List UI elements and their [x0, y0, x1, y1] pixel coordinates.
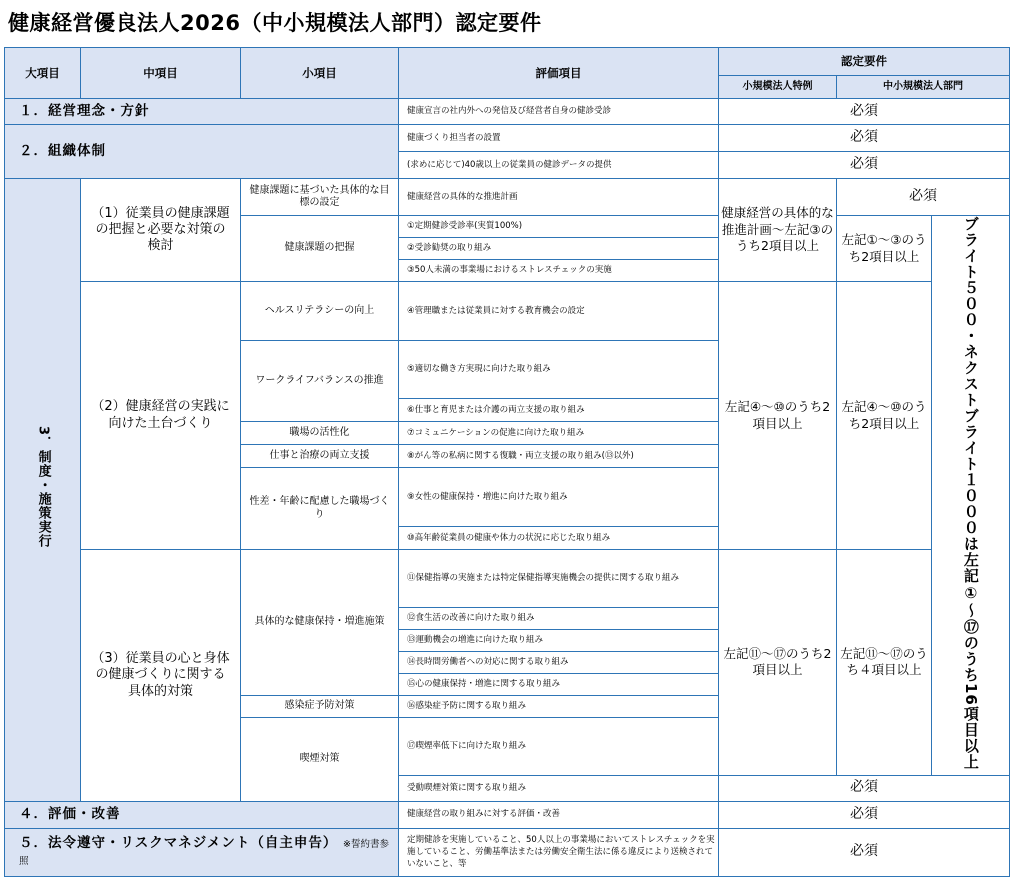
eval-2-7: ⑩高年齢従業員の健康や体力の状況に応じた取り組み — [399, 527, 719, 550]
section-2-eval-2: (求めに応じて)40歳以上の従業員の健診データの提供 — [399, 152, 719, 179]
eval-2-5: ⑧がん等の私病に関する復職・両立支援の取り組み(⑬以外) — [399, 445, 719, 468]
eval-2-6: ⑨女性の健康保持・増進に向けた取り組み — [399, 468, 719, 527]
middle-item-2: （2）健康経営の実践に向けた土台づくり — [81, 282, 241, 550]
section-5-note: ※誓約書参照 — [19, 839, 389, 868]
bright-500-cell — [932, 216, 1010, 776]
certification-requirements-table — [4, 47, 1010, 877]
small-special-cond-1: 健康経営の具体的な推進計画～左記③のうち2項目以上 — [719, 179, 837, 282]
minor-item-1-2: 健康課題の把握 — [241, 216, 399, 282]
eval-3-4: ⑭長時間労働者への対応に関する取り組み — [399, 651, 719, 673]
minor-item-1-1: 健康課題に基づいた具体的な目標の設定 — [241, 179, 399, 216]
eval-1-4: ③50人未満の事業場におけるストレスチェックの実施 — [399, 260, 719, 282]
section-4-eval: 健康経営の取り組みに対する評価・改善 — [399, 801, 719, 828]
header-middle: 中項目 — [81, 48, 241, 99]
minor-item-2-2: ワークライフバランスの推進 — [241, 340, 399, 422]
minor-item-2-4: 仕事と治療の両立支援 — [241, 445, 399, 468]
minor-item-3-2: 感染症予防対策 — [241, 695, 399, 717]
middle-item-3: （3）従業員の心と身体の健康づくりに関する具体的対策 — [81, 550, 241, 801]
section-2-eval-1: 健康づくり担当者の設置 — [399, 125, 719, 152]
section-5-label: ５．法令遵守・リスクマネジメント（自主申告） — [19, 835, 338, 852]
header-major: 大項目 — [5, 48, 81, 99]
eval-1-3: ②受診勧奨の取り組み — [399, 238, 719, 260]
sme-cond-2: 左記④～⑩のうち2項目以上 — [837, 282, 932, 550]
section-1-label: １．経営理念・方針 — [5, 99, 399, 125]
eval-3-2: ⑫食生活の改善に向けた取り組み — [399, 607, 719, 629]
minor-item-3-1: 具体的な健康保持・増進施策 — [241, 550, 399, 696]
section-5-label-cell — [5, 828, 399, 876]
eval-3-7: ⑰喫煙率低下に向けた取り組み — [399, 717, 719, 775]
eval-2-1: ④管理職または従業員に対する教育機会の設定 — [399, 282, 719, 341]
section-5-requirement: 必須 — [719, 828, 1010, 876]
section-4-requirement: 必須 — [719, 801, 1010, 828]
eval-2-3: ⑥仕事と育児または介護の両立支援の取り組み — [399, 399, 719, 422]
eval-3-1: ⑪保健指導の実施または特定保健指導実施機会の提供に関する取り組み — [399, 550, 719, 608]
header-sme-division: 中小規模法人部門 — [837, 76, 1010, 99]
small-special-cond-2: 左記④～⑩のうち2項目以上 — [719, 282, 837, 550]
eval-2-2: ⑤適切な働き方実現に向けた取り組み — [399, 340, 719, 399]
sme-cond-3: 左記⑪～⑰のうち４項目以上 — [837, 550, 932, 775]
section-3-label: 3．制度・施策実行 — [35, 426, 51, 549]
section-3-label-cell — [5, 179, 81, 802]
section-2-requirement-1: 必須 — [719, 125, 1010, 152]
section-1-eval: 健康宣言の社内外への発信及び経営者自身の健診受診 — [399, 99, 719, 125]
header-minor: 小項目 — [241, 48, 399, 99]
eval-3-6: ⑯感染症予防に関する取り組み — [399, 695, 719, 717]
minor-item-2-5: 性差・年齢に配慮した職場づくり — [241, 468, 399, 550]
section-5-eval: 定期健診を実施していること、50人以上の事業場においてストレスチェックを実施していること、労働基準法または労働安全衛生法に係る違反により送検されていないこと、等 — [399, 828, 719, 876]
page-title: 健康経営優良法人2026（中小規模法人部門）認定要件 — [8, 11, 542, 35]
eval-3-3: ⑬運動機会の増進に向けた取り組み — [399, 629, 719, 651]
eval-3-8: 受動喫煙対策に関する取り組み — [399, 775, 719, 801]
middle-item-1: （1）従業員の健康課題の把握と必要な対策の検討 — [81, 179, 241, 282]
header-small-special: 小規模法人特例 — [719, 76, 837, 99]
bright-500-text: ブライト５００・ネクストブライト１０００は左記①～⑰のうち16項目以上 — [961, 216, 980, 770]
section-2-label: ２．組織体制 — [5, 125, 399, 179]
eval-3-5: ⑮心の健康保持・増進に関する取り組み — [399, 673, 719, 695]
m3-requirement-bottom: 必須 — [719, 775, 1010, 801]
sme-cond-1: 左記①～③のうち2項目以上 — [837, 216, 932, 282]
m1-requirement-top: 必須 — [837, 179, 1010, 216]
header-evaluation: 評価項目 — [399, 48, 719, 99]
minor-item-3-3: 喫煙対策 — [241, 717, 399, 801]
eval-1-2: ①定期健診受診率(実質100%) — [399, 216, 719, 238]
minor-item-2-1: ヘルスリテラシーの向上 — [241, 282, 399, 341]
section-2-requirement-2: 必須 — [719, 152, 1010, 179]
eval-1-1: 健康経営の具体的な推進計画 — [399, 179, 719, 216]
eval-2-4: ⑦コミュニケーションの促進に向けた取り組み — [399, 422, 719, 445]
minor-item-2-3: 職場の活性化 — [241, 422, 399, 445]
header-requirements: 認定要件 — [719, 48, 1010, 76]
section-4-label: ４．評価・改善 — [5, 801, 399, 828]
small-special-cond-3: 左記⑪～⑰のうち2項目以上 — [719, 550, 837, 775]
section-1-requirement: 必須 — [719, 99, 1010, 125]
